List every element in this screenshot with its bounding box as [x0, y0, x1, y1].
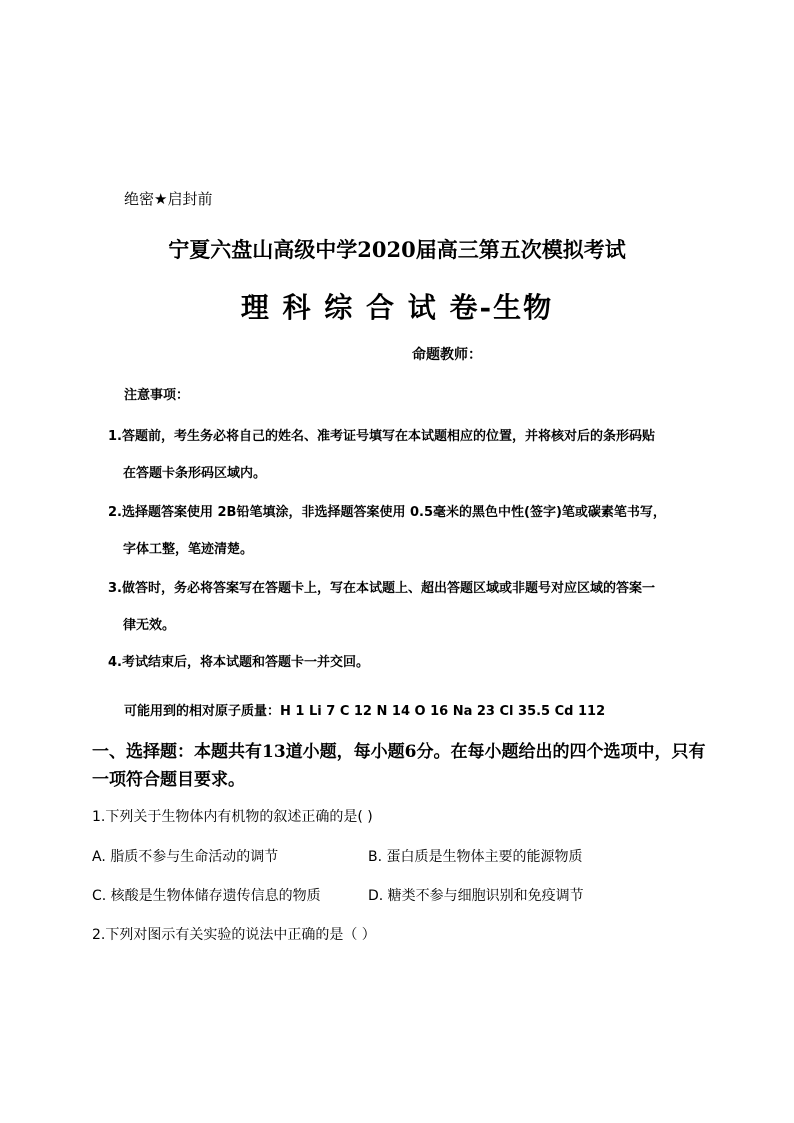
- note-line: 字体工整，笔迹清楚。: [123, 542, 254, 557]
- note-line: 律无效。: [123, 618, 176, 633]
- question-1-option-c: C. 核酸是生物体储存遗传信息的物质: [92, 888, 321, 904]
- teacher-label: 命题教师：: [412, 347, 482, 363]
- note-item-3: [108, 570, 708, 644]
- exam-name: 宁夏六盘山高级中学2020届高三第五次模拟考试: [168, 237, 626, 262]
- atomic-mass-line: 可能用到的相对原子质量：H 1 Li 7 C 12 N 14 O 16 Na 23 Cl 35.5 Cd 112: [124, 704, 606, 719]
- note-item-2: [108, 494, 708, 568]
- question-1-option-d: D. 糖类不参与细胞识别和免疫调节: [368, 888, 584, 904]
- note-line: 在答题卡条形码区域内。: [123, 466, 267, 481]
- question-2-stem: 2.下列对图示有关实验的说法中正确的是（ ）: [92, 927, 376, 943]
- note-line: 4.考试结束后，将本试题和答题卡一并交回。: [108, 655, 369, 670]
- question-1-option-a: A. 脂质不参与生命活动的调节: [92, 849, 279, 865]
- note-item-1: [108, 418, 708, 492]
- note-line: 1.答题前，考生务必将自己的姓名、准考证号填写在本试题相应的位置，并将核对后的条形码贴: [108, 429, 655, 444]
- confidential-mark: 绝密★启封前: [124, 190, 213, 208]
- question-1-stem: 1.下列关于生物体内有机物的叙述正确的是( ): [92, 809, 373, 825]
- paper-title: 理 科 综 合 试 卷-生物: [240, 291, 554, 324]
- notes-heading: 注意事项：: [124, 388, 190, 403]
- note-item-4: [108, 644, 708, 681]
- section-heading: 一、选择题：本题共有13道小题，每小题6分。在每小题给出的四个选项中，只有一项符合题目要求。: [92, 742, 706, 790]
- question-1-option-b: B. 蛋白质是生物体主要的能源物质: [368, 849, 583, 865]
- note-line: 3.做答时，务必将答案写在答题卡上，写在本试题上、超出答题区域或非题号对应区域的答案一: [108, 581, 655, 596]
- note-line: 2.选择题答案使用 2B铅笔填涂，非选择题答案使用 0.5毫米的黑色中性(签字)笔或碳素笔书写，: [108, 505, 666, 520]
